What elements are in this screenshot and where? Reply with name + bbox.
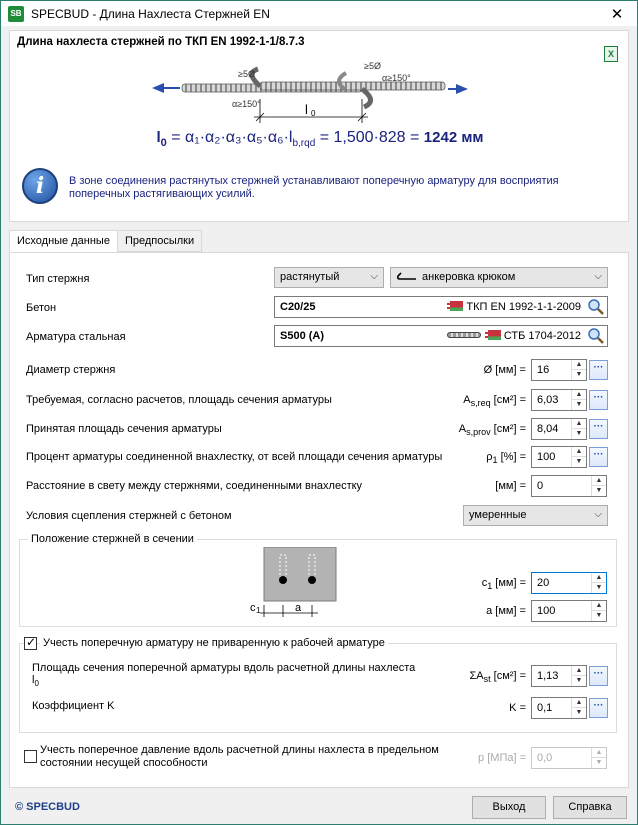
as-prov-value: 8,04: [537, 423, 559, 435]
a-spinner[interactable]: [591, 601, 606, 621]
steel-value: S500 (A): [280, 330, 325, 342]
right-hook-length-label: ≥5Ø: [364, 61, 381, 71]
window-title: SPECBUD - Длина Нахлеста Стержней EN: [31, 6, 270, 21]
fig-c1-label: c: [250, 602, 256, 614]
as-req-unit: $A_{s,req}$ [см²] =: [463, 394, 526, 409]
header-title: Длина нахлеста стержней по ТКП EN 1992-1-1/8.7.3: [17, 36, 305, 48]
left-hook-length-label: ≥5Ø: [238, 69, 255, 79]
chevron-down-icon: ⌵: [594, 271, 602, 282]
bar-type-value: растянутый: [280, 271, 340, 283]
k-coefficient-label: Коэффициент K: [32, 700, 115, 712]
info-box: [22, 168, 622, 208]
concrete-value: C20/25: [280, 301, 316, 313]
percent-unit: $\rho_1$ [%] =: [486, 451, 526, 466]
tab-assumptions[interactable]: Предпосылки: [117, 230, 202, 252]
input-data-panel: [9, 252, 629, 788]
k-coefficient-input[interactable]: [531, 697, 587, 719]
fig-a-label: a: [295, 602, 302, 614]
spin-down-icon[interactable]: ▼: [575, 401, 583, 408]
formula-result: 1242 мм: [423, 129, 484, 146]
bar-position-group-title: Положение стержней в сечении: [28, 533, 197, 545]
as-req-label: Требуемая, согласно расчетов, площадь сечения арматуры: [26, 394, 332, 406]
pressure-spinner: [591, 748, 606, 768]
transverse-area-unit: $\Sigma A_{st}$ [см²] =: [469, 670, 526, 685]
belarus-flag-icon: [447, 301, 463, 311]
spin-up-icon[interactable]: ▲: [572, 390, 586, 400]
c1-input[interactable]: [531, 572, 607, 594]
info-icon: i: [22, 168, 58, 204]
as-prov-input[interactable]: [531, 418, 587, 440]
clear-distance-label: Расстояние в свету между стержнями, соединенными внахлестку: [26, 480, 363, 492]
pressure-unit: p [МПа] =: [478, 752, 526, 764]
spin-up-icon[interactable]: ▲: [572, 447, 586, 457]
steel-field[interactable]: [274, 325, 608, 347]
spin-down-icon[interactable]: ▼: [575, 709, 583, 716]
left-hook-angle-label: α≥150°: [232, 99, 261, 109]
as-prov-more-button[interactable]: ···: [589, 419, 608, 439]
a-unit: a [мм] =: [486, 605, 526, 617]
diameter-value: 16: [537, 364, 550, 376]
as-req-value: 6,03: [537, 394, 559, 406]
steel-label: Арматура стальная: [26, 331, 126, 343]
belarus-flag-icon: [485, 330, 501, 340]
spin-up-icon[interactable]: ▲: [572, 698, 586, 708]
formula-expression: = α₁·α₂·α₃·α₅·α₆·l: [166, 129, 293, 146]
formula-expression-sub: b,rqd: [292, 138, 316, 150]
as-req-input[interactable]: [531, 389, 587, 411]
help-button[interactable]: Справка: [553, 796, 627, 819]
bar-type-label: Тип стержня: [26, 273, 90, 285]
app-icon: SB: [8, 6, 24, 22]
lap-length-formula: [10, 129, 630, 149]
anchorage-select[interactable]: [390, 267, 608, 288]
tab-strip: [9, 230, 202, 252]
spin-up-icon[interactable]: ▲: [572, 419, 586, 429]
clear-distance-spinner[interactable]: [591, 476, 606, 496]
title-bar: [0, 0, 638, 26]
spin-down-icon[interactable]: ▼: [595, 487, 603, 494]
percent-more-button[interactable]: ···: [589, 447, 608, 467]
k-coefficient-more-button[interactable]: ···: [589, 698, 608, 718]
transverse-reinforcement-label: Учесть поперечную арматуру не приваренную к рабочей арматуре: [40, 637, 388, 649]
spin-down-icon[interactable]: ▼: [575, 677, 583, 684]
clear-distance-value: 0: [537, 480, 544, 492]
diameter-spinner[interactable]: [571, 360, 586, 380]
c1-value: 20: [537, 577, 550, 589]
diameter-label: Диаметр стержня: [26, 364, 116, 376]
l0-dimension-sub: 0: [311, 109, 316, 118]
diameter-unit: Ø [мм] =: [483, 364, 526, 376]
spin-down-icon[interactable]: ▼: [595, 584, 603, 591]
bar-type-select[interactable]: [274, 267, 384, 288]
formula-lhs: l: [156, 129, 161, 146]
steel-standard-text: СТБ 1704-2012: [503, 330, 581, 342]
rebar-icon: [447, 332, 481, 338]
k-coefficient-spinner[interactable]: [571, 698, 586, 718]
bond-conditions-label: Условия сцепления стержней с бетоном: [26, 510, 232, 522]
percent-spinner[interactable]: [571, 447, 586, 467]
transverse-area-input[interactable]: [531, 665, 587, 687]
as-req-more-button[interactable]: ···: [589, 390, 608, 410]
pressure-input: [531, 747, 607, 769]
diameter-more-button[interactable]: ···: [589, 360, 608, 380]
l0-dimension-label: l: [305, 102, 308, 117]
k-coefficient-value: 0,1: [537, 702, 553, 714]
tab-input-data[interactable]: Исходные данные: [9, 230, 118, 253]
percent-input[interactable]: [531, 446, 587, 468]
c1-unit: $c_1$ [мм] =: [481, 577, 526, 592]
transverse-pressure-label: Учесть поперечное давление вдоль расчетной длины нахлеста в предельном состоянии несущей способности: [40, 744, 439, 769]
transverse-pressure-checkbox[interactable]: [24, 750, 37, 763]
transverse-area-more-button[interactable]: ···: [589, 666, 608, 686]
chevron-down-icon: ⌵: [594, 509, 602, 520]
excel-export-icon[interactable]: X: [604, 46, 618, 62]
formula-rhs: = 1,500·828 =: [315, 129, 424, 146]
header-panel: [9, 30, 629, 222]
as-prov-unit: $A_{s,prov}$ [см²] =: [458, 423, 526, 438]
spin-down-icon: ▼: [595, 759, 603, 766]
clear-distance-input[interactable]: [531, 475, 607, 497]
close-button[interactable]: ✕: [610, 6, 624, 23]
fig-c1-sub: 1: [256, 606, 261, 615]
concrete-field[interactable]: [274, 296, 608, 318]
exit-button[interactable]: Выход: [472, 796, 546, 819]
c1-spinner[interactable]: [591, 573, 606, 593]
specbud-logo: © SPECBUD: [15, 801, 80, 813]
chevron-down-icon: ⌵: [370, 271, 378, 282]
spin-up-icon: ▲: [592, 748, 606, 758]
info-text: В зоне соединения растянутых стержней устанавливают поперечную арматуру для восприятия поперечных растягивающих усилий.: [69, 175, 559, 200]
pressure-value: 0,0: [537, 752, 553, 764]
spin-down-icon[interactable]: ▼: [575, 458, 583, 465]
a-input[interactable]: [531, 600, 607, 622]
percent-value: 100: [537, 451, 556, 463]
bond-conditions-select[interactable]: [463, 505, 608, 526]
bond-conditions-value: умеренные: [469, 509, 527, 521]
anchorage-value: анкеровка крюком: [422, 271, 516, 283]
spin-down-icon[interactable]: ▼: [575, 371, 583, 378]
spin-up-icon[interactable]: ▲: [572, 666, 586, 676]
search-icon[interactable]: [587, 298, 605, 316]
k-coefficient-unit: K =: [509, 702, 526, 714]
transverse-reinforcement-checkbox[interactable]: [24, 637, 37, 650]
search-icon[interactable]: [587, 327, 605, 345]
transverse-area-value: 1,13: [537, 670, 559, 682]
steel-standard: [447, 330, 581, 342]
spin-up-icon[interactable]: ▲: [592, 601, 606, 611]
spin-down-icon[interactable]: ▼: [595, 612, 603, 619]
spin-down-icon[interactable]: ▼: [575, 430, 583, 437]
percent-label: Процент арматуры соединенной внахлестку, от всей площади сечения арматуры: [26, 451, 443, 463]
formula-lhs-sub: 0: [160, 137, 167, 150]
as-req-spinner[interactable]: [571, 390, 586, 410]
diameter-input[interactable]: [531, 359, 587, 381]
transverse-area-spinner[interactable]: [571, 666, 586, 686]
concrete-label: Бетон: [26, 302, 57, 314]
spin-up-icon[interactable]: ▲: [592, 476, 606, 486]
right-hook-angle-label: α≥150°: [382, 73, 411, 83]
spin-up-icon[interactable]: ▲: [592, 573, 606, 583]
clear-distance-unit: [мм] =: [495, 480, 526, 492]
concrete-standard-text: ТКП EN 1992-1-1-2009: [466, 301, 581, 313]
transverse-area-label: Площадь сечения поперечной арматуры вдоль расчетной длины нахлеста $l_0$: [32, 662, 416, 689]
hook-anchorage-icon: [396, 271, 418, 281]
cross-section-figure: [248, 547, 344, 623]
concrete-standard: [447, 301, 581, 313]
a-value: 100: [537, 605, 556, 617]
spin-up-icon[interactable]: ▲: [572, 360, 586, 370]
as-prov-label: Принятая площадь сечения арматуры: [26, 423, 222, 435]
as-prov-spinner[interactable]: [571, 419, 586, 439]
